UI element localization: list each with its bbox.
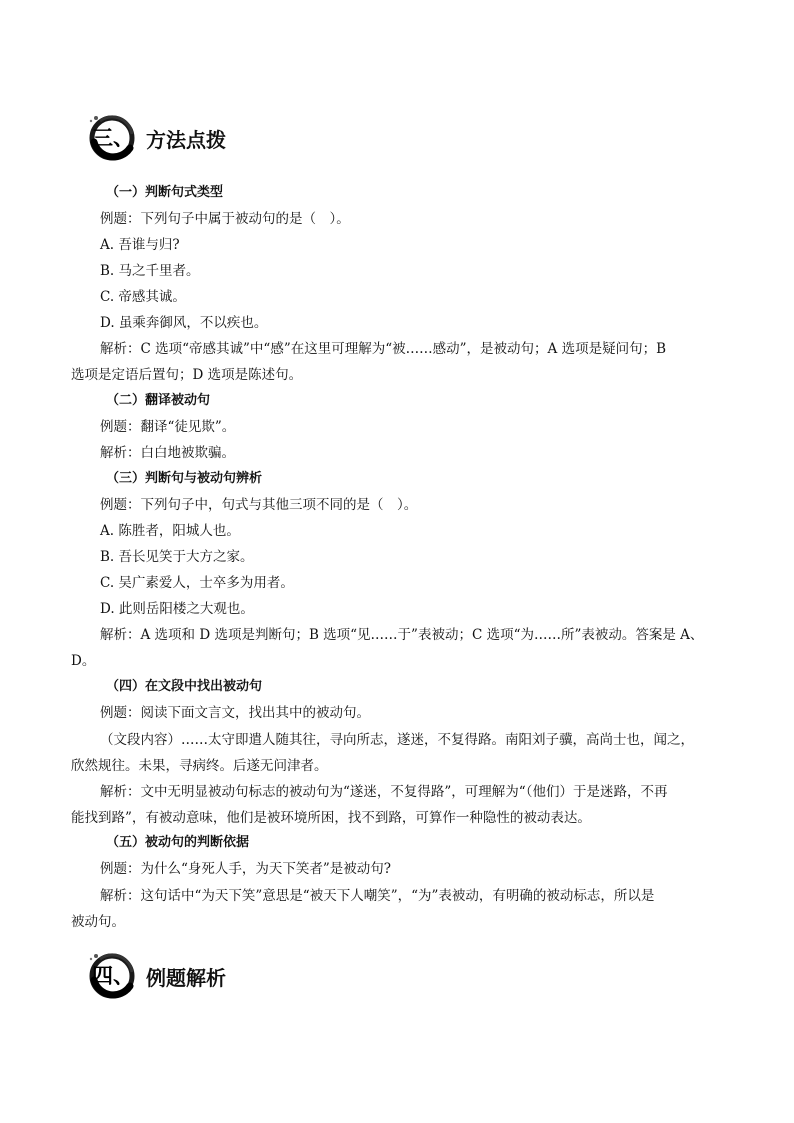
- option-d: D. 此则岳阳楼之大观也。: [100, 601, 254, 617]
- section-number: 四、: [92, 964, 134, 988]
- example-question: 例题：为什么“身死人手，为天下笑者”是被动句?: [100, 861, 392, 877]
- analysis-text-cont: 能找到路”，有被动意味，他们是被环境所困，找不到路，可算作一种隐性的被动表达。: [71, 810, 591, 826]
- option-c: C. 吴广素爱人，士卒多为用者。: [100, 575, 294, 591]
- analysis-text-cont: 被动句。: [71, 914, 125, 930]
- option-a: A. 陈胜者，阳城人也。: [100, 523, 240, 539]
- section-header-4: [86, 950, 486, 1000]
- subheading-3: （三）判断句与被动句辨析: [106, 471, 263, 486]
- section-number: 三、: [92, 126, 134, 150]
- section-title: 方法点拨: [146, 128, 226, 152]
- analysis-text-cont: 选项是定语后置句；D 选项是陈述句。: [71, 367, 303, 383]
- section-header-3: [86, 112, 486, 162]
- option-b: B. 吾长见笑于大方之家。: [100, 549, 254, 565]
- example-question: 例题：下列句子中属于被动句的是（ ）。: [100, 211, 350, 227]
- subheading-4: （四）在文段中找出被动句: [106, 679, 263, 694]
- analysis-text: 解析：A 选项和 D 选项是判断句；B 选项“见……于”表被动；C 选项“为……所”表被动。答案是 A、: [100, 627, 704, 643]
- option-d: D. 虽乘奔御风，不以疾也。: [100, 315, 268, 331]
- passage-text-cont: 欣然规往。未果，寻病终。后遂无问津者。: [71, 758, 328, 774]
- subheading-2: （二）翻译被动句: [106, 393, 211, 408]
- example-question: 例题：阅读下面文言文，找出其中的被动句。: [100, 705, 370, 721]
- subheading-5: （五）被动句的判断依据: [106, 835, 250, 850]
- section-title: 例题解析: [146, 966, 226, 990]
- option-c: C. 帝感其诚。: [100, 289, 186, 305]
- analysis-text-cont: D。: [71, 653, 96, 669]
- passage-text: （文段内容）……太守即遣人随其往，寻向所志，遂迷，不复得路。南阳刘子骥，高尚士也，闻之，: [100, 732, 694, 748]
- option-a: A. 吾谁与归?: [100, 237, 180, 253]
- analysis-text: 解析：这句话中“为天下笑”意思是“被天下人嘲笑”，“为”表被动，有明确的被动标志，所以是: [100, 888, 655, 904]
- analysis-text: 解析：文中无明显被动句标志的被动句为“遂迷，不复得路”，可理解为“（他们）于是迷路，不再: [100, 784, 668, 800]
- subheading-1: （一）判断句式类型: [106, 185, 224, 200]
- example-question: 例题：下列句子中，句式与其他三项不同的是（ ）。: [100, 497, 418, 513]
- option-b: B. 马之千里者。: [100, 263, 200, 279]
- analysis-text: 解析：C 选项“帝感其诚”中“感”在这里可理解为“被……感动”，是被动句；A 选项是疑问句；B: [100, 341, 666, 357]
- example-question: 例题：翻译“徒见欺”。: [100, 419, 236, 435]
- analysis-text: 解析：白白地被欺骗。: [100, 445, 235, 461]
